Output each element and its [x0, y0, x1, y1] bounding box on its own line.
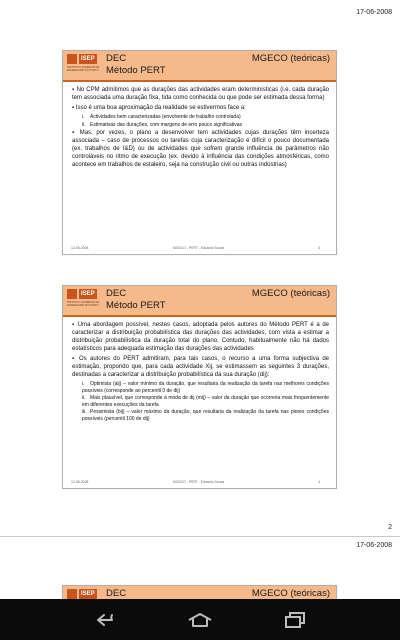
page-date: 17-06-2008 [356, 542, 392, 549]
slide-title: DEC [106, 588, 127, 599]
slide-body [63, 317, 336, 425]
navigation-bar [0, 599, 400, 640]
home-icon[interactable] [180, 607, 220, 633]
course-title: MGECO (teóricas) [251, 588, 330, 599]
course-title: MGECO (teóricas) [251, 53, 330, 64]
page-number: 2 [388, 524, 392, 531]
slide-footer: 12-06-2008 MGECO - PERT - Eduardo Souza 3 [71, 246, 320, 250]
slide-footer: 12-06-2008 MGECO - PERT - Eduardo Souza 4 [71, 480, 320, 484]
sub-item: ii. Estimativas das durações, com margens de erro pouco significativas [82, 121, 243, 128]
slide-title: DEC Método PERT [106, 288, 166, 311]
sub-item: ii. Mais plausível, que corresponde à moda de dij (mij) – valor da duração que ocorreria mais frequentemente em diferentes execuções da tarefa [82, 395, 329, 408]
bullet-text: ▪ No CPM admitimos que as durações das actividades eram determinísticas (i.e. cada duração tem associada uma duração fixa, tida como conhecida ou que pode ser estimada dessa forma) [72, 86, 329, 102]
bullet-text: ▪ Mas, por vezes, o plano a desenvolver tem actividades cujas durações têm incerteza associada – caso de processos ou tarefas cuja caracterização é difícil o pouco documentada (ex. trabalhos de I&D) ou de actividades que sofrem grande influência de parâmetros não controláveis no ritmo de execução (ex. devido à influência das condições atmosféricas, como acontece em trabalhos de estaleiro, seja na construção civil ou outras indústrias) [72, 129, 329, 169]
sub-item: i. Optimista (aij) – valor mínimo da duração, que resultaria da realização da tarefa nas melhores condições possíveis (corresponde ao percentil 0 de dij) [82, 381, 329, 394]
sub-item: i. Actividades bem caracterizadas (envolvente de trabalho controlada) [82, 114, 241, 120]
bullet-text: ▪ Isso é uma boa aproximação da realidade se estivermos face a: [72, 104, 329, 112]
bullet-text: ▪ Uma abordagem possível, nestes casos, adoptada pelos autores do Método PERT é a de caracterizar a distribuição probabilística das durações das actividades, com vista a estimar a distribuição probabilística da duração total do plano. Contudo, habitualmente não há dados estatísticos para adequada estimação das durações das actividades [72, 321, 329, 353]
slide[interactable] [62, 285, 337, 489]
slide-header [63, 286, 336, 317]
page-date: 17-06-2008 [356, 9, 392, 16]
slide-header [63, 51, 336, 82]
isep-logo: ISEP [67, 589, 98, 610]
isep-logo: ISEP INSTITUTO SUPERIOR DE ENGENHARIA DO PORTO [67, 56, 100, 72]
back-arrow-icon[interactable] [88, 607, 128, 633]
slide-body [63, 82, 336, 173]
slide[interactable] [62, 50, 337, 255]
isep-logo: ISEP INSTITUTO SUPERIOR DE ENGENHARIA DO PORTO [67, 291, 100, 307]
course-title: MGECO (teóricas) [251, 288, 330, 299]
sub-item: iii. Pessimista (bij) – valor máximo da duração, que resultaria da realização da tarefa nas piores condições possíveis (percentil 100 de dij) [82, 409, 329, 422]
recent-apps-icon[interactable] [275, 607, 315, 633]
page-divider [0, 536, 400, 537]
bullet-text: ▪ Os autores do PERT admitiram, para tais casos, o recurso a uma forma subjectiva de estimação, propondo que, para cada actividade Xij, se estimassem as seguintes 3 durações, destinadas a caracterizar a distribuição probabilística da sua duração (dij): [72, 355, 329, 379]
slide-title: DEC Método PERT [106, 53, 166, 76]
